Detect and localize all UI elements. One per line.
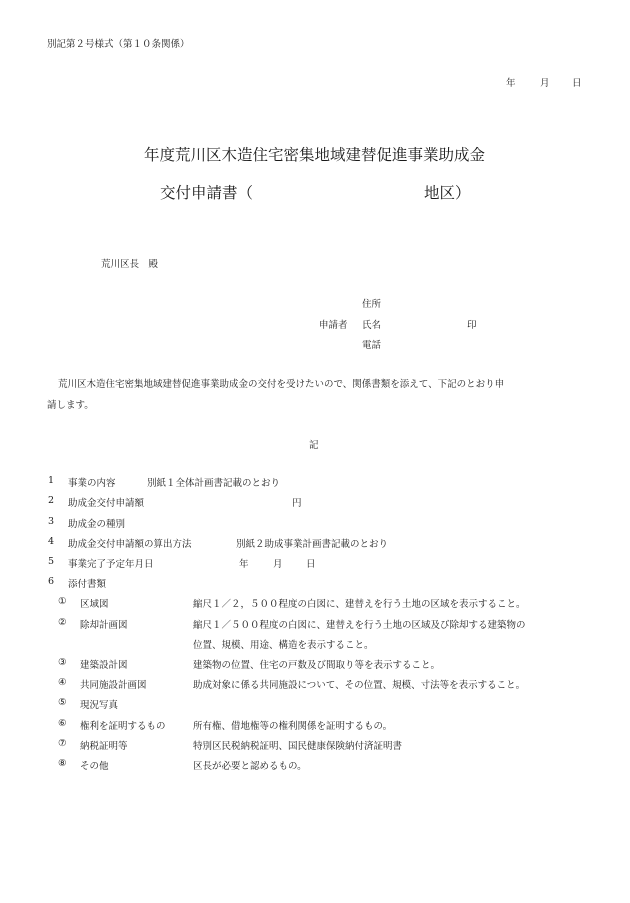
item-label: 添付書類 — [68, 579, 107, 590]
attachment-description: 縮尺１／５００程度の白図に、建替えを行う土地の区域及び除却する建築物の — [193, 620, 526, 631]
attachment-description: 位置、規模、用途、構造を表示すること。 — [193, 640, 374, 651]
completion-date-year-label: 年 — [239, 559, 249, 570]
applicant-label: 申請者 — [319, 320, 348, 331]
title-subtitle-prefix: 交付申請書（ — [160, 184, 254, 202]
attachment-description: 縮尺１／２，５００程度の白図に、建替えを行う土地の区域を表示すること。 — [193, 599, 526, 610]
applicant-address-label: 住所 — [362, 299, 382, 310]
completion-date-month-label: 月 — [273, 559, 283, 570]
seal-mark: 印 — [467, 320, 477, 331]
date-day-label: 日 — [572, 78, 582, 89]
item-value: 別紙２助成事業計画書記載のとおり — [236, 539, 389, 550]
item-value: 円 — [292, 498, 302, 509]
body-text-line1: 荒川区木造住宅密集地域建替促進事業助成金の交付を受けたいので、関係書類を添えて、下記のとおり申 — [58, 379, 505, 390]
body-text-line2: 請します。 — [47, 400, 94, 411]
attachment-mark: ⑧ — [58, 758, 67, 769]
date-year-label: 年 — [506, 78, 516, 89]
date-month-label: 月 — [540, 78, 550, 89]
attachment-mark: ③ — [58, 657, 67, 668]
title-subtitle-suffix: 地区） — [424, 184, 471, 202]
item-number: 6 — [48, 576, 55, 587]
item-number: 4 — [48, 536, 55, 547]
attachment-mark: ⑤ — [58, 697, 67, 708]
attachment-name: 納税証明等 — [80, 741, 128, 752]
attachment-mark: ① — [58, 596, 67, 607]
item-label: 助成金交付申請額の算出方法 — [68, 539, 192, 550]
attachment-description: 区長が必要と認めるもの。 — [193, 761, 307, 772]
attachment-name: 権利を証明するもの — [80, 721, 166, 732]
addressee: 荒川区長 殿 — [101, 259, 159, 270]
applicant-phone-label: 電話 — [362, 340, 382, 351]
item-number: 1 — [48, 475, 55, 486]
attachment-description: 所有権、借地権等の権利関係を証明するもの。 — [193, 721, 393, 732]
attachment-mark: ② — [58, 617, 67, 628]
attachment-name: 現況写真 — [80, 700, 119, 711]
attachment-description: 特別区民税納税証明、国民健康保険納付済証明書 — [193, 741, 403, 752]
attachment-name: 共同施設計画図 — [80, 680, 147, 691]
completion-date-day-label: 日 — [306, 559, 316, 570]
item-number: 3 — [48, 516, 55, 527]
attachment-name: 区域図 — [80, 599, 109, 610]
attachment-mark: ④ — [58, 677, 67, 688]
item-label: 事業完了予定年月日 — [68, 559, 154, 570]
item-label: 事業の内容 — [68, 478, 116, 489]
attachment-name: その他 — [80, 761, 109, 772]
item-number: 5 — [48, 556, 55, 567]
attachment-mark: ⑥ — [58, 718, 67, 729]
document-title: 年度荒川区木造住宅密集地域建替促進事業助成金 — [144, 146, 486, 164]
item-number: 2 — [48, 495, 55, 506]
item-label: 助成金の種別 — [68, 519, 126, 530]
attachment-mark: ⑦ — [58, 738, 67, 749]
attachment-name: 建築設計図 — [80, 660, 128, 671]
ki-heading: 記 — [309, 440, 319, 451]
applicant-name-label: 氏名 — [362, 320, 382, 331]
form-number: 別記第２号様式（第１０条関係） — [47, 39, 190, 50]
attachment-description: 建築物の位置、住宅の戸数及び間取り等を表示すること。 — [193, 660, 441, 671]
attachment-description: 助成対象に係る共同施設について、その位置、規模、寸法等を表示すること。 — [193, 680, 526, 691]
item-value: 別紙１全体計画書記載のとおり — [147, 478, 281, 489]
attachment-name: 除却計画図 — [80, 620, 128, 631]
item-label: 助成金交付申請額 — [68, 498, 145, 509]
